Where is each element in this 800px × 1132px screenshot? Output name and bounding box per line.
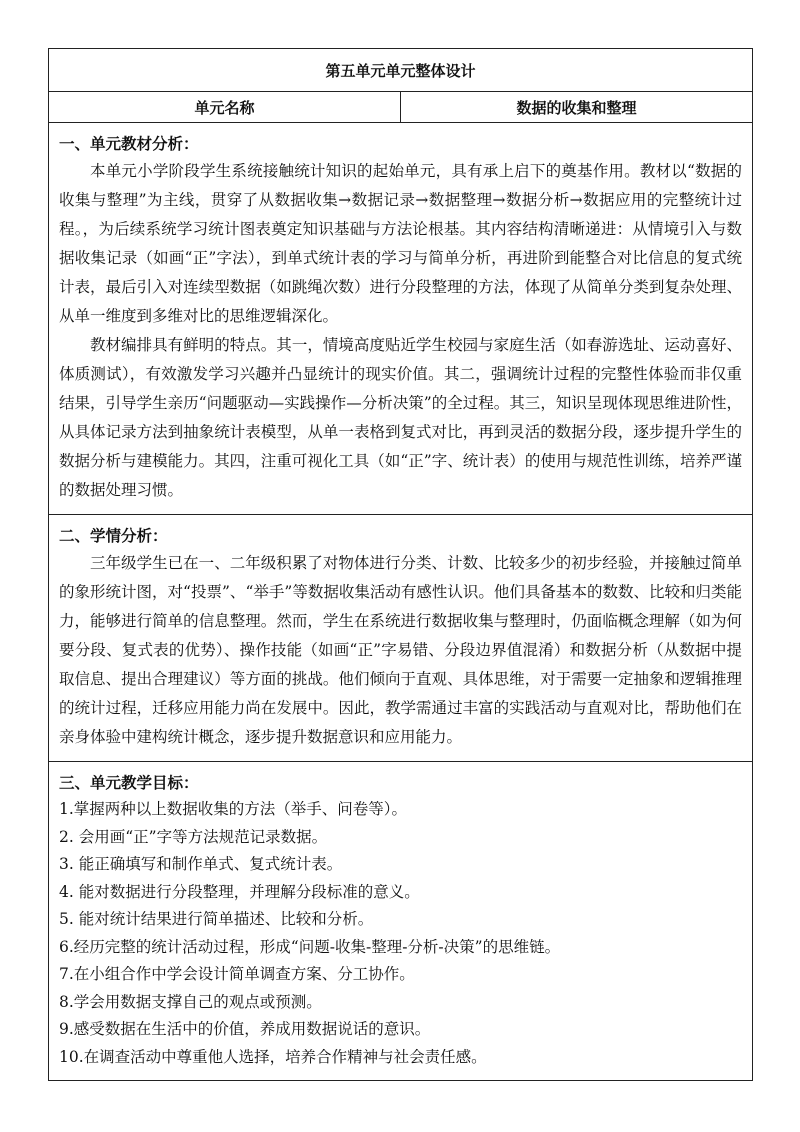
student-analysis-row bbox=[49, 515, 753, 762]
goal-item: 3. 能正确填写和制作单式、复式统计表。 bbox=[59, 855, 343, 873]
unit-name-value: 数据的收集和整理 bbox=[401, 92, 753, 123]
document-title: 第五单元单元整体设计 bbox=[49, 49, 753, 92]
paragraph: 三年级学生已在一、二年级积累了对物体进行分类、计数、比较多少的初步经验，并接触过简单的象形统计图，对“投票”、“举手”等数据收集活动有感性认识。他们具备基本的数数、比较和归类能力，能够进行简单的信息整理。然而，学生在系统进行数据收集与整理时，仍面临概念理解（如为何要分段、复式表的优势）、操作技能（如画“正”字易错、分段边界值混淆）和数据分析（从数据中提取信息、提出合理建议）等方面的挑战。他们倾向于直观、具体思维，对于需要一定抽象和逻辑推理的统计过程，迁移应用能力尚在发展中。因此，教学需通过丰富的实践活动与直观对比，帮助他们在亲身体验中建构统计概念，逐步提升数据意识和应用能力。 bbox=[59, 554, 743, 746]
goal-item: 4. 能对数据进行分段整理，并理解分段标准的意义。 bbox=[59, 882, 420, 901]
goal-item: 1.掌握两种以上数据收集的方法（举手、问卷等）。 bbox=[59, 800, 408, 818]
unit-design-table bbox=[48, 48, 753, 1081]
goal-item: 10.在调查活动中尊重他人选择，培养合作精神与社会责任感。 bbox=[59, 1047, 487, 1066]
goal-item: 7.在小组合作中学会设计简单调查方案、分工协作。 bbox=[59, 965, 415, 983]
textbook-analysis-section bbox=[49, 123, 753, 515]
goal-item: 6.经历完整的统计活动过程，形成“问题-收集-整理-分析-决策”的思维链。 bbox=[59, 937, 561, 956]
document-page bbox=[48, 48, 752, 1081]
goal-item: 9.感受数据在生活中的价值，养成用数据说话的意识。 bbox=[59, 1020, 431, 1038]
section-heading: 二、学情分析： bbox=[59, 526, 168, 545]
title-row bbox=[49, 49, 753, 92]
student-analysis-section bbox=[49, 515, 753, 762]
section-heading: 一、单元教材分析： bbox=[59, 134, 199, 153]
teaching-goals-row bbox=[49, 762, 753, 1081]
paragraph: 教材编排具有鲜明的特点。其一，情境高度贴近学生校园与家庭生活（如春游选址、运动喜好、体质测试），有效激发学习兴趣并凸显统计的现实价值。其二，强调统计过程的完整性体验而非仅重结果，引导学生亲历“问题驱动—实践操作—分析决策”的全过程。其三，知识呈现体现思维进阶性，从具体记录方法到抽象统计表模型，从单一表格到复式对比，再到灵活的数据分段，逐步提升学生的数据分析与建模能力。其四，注重可视化工具（如“正”字、统计表）的使用与规范性训练，培养严谨的数据处理习惯。 bbox=[59, 336, 743, 499]
goal-item: 8.学会用数据支撑自己的观点或预测。 bbox=[59, 992, 322, 1011]
teaching-goals-section bbox=[49, 762, 753, 1081]
section-heading: 三、单元教学目标： bbox=[59, 773, 199, 792]
goal-item: 2. 会用画“正”字等方法规范记录数据。 bbox=[59, 827, 328, 846]
unit-name-label: 单元名称 bbox=[49, 92, 401, 123]
goal-item: 5. 能对统计结果进行简单描述、比较和分析。 bbox=[59, 910, 374, 928]
unit-name-row bbox=[49, 92, 753, 123]
textbook-analysis-row bbox=[49, 123, 753, 515]
paragraph: 本单元小学阶段学生系统接触统计知识的起始单元，具有承上启下的奠基作用。教材以“数据的收集与整理”为主线，贯穿了从数据收集→数据记录→数据整理→数据分析→数据应用的完整统计过程。，为后续系统学习统计图表奠定知识基础与方法论根基。其内容结构清晰递进：从情境引入与数据收集记录（如画“正”字法），到单式统计表的学习与简单分析，再进阶到能整合对比信息的复式统计表，最后引入对连续型数据（如跳绳次数）进行分段整理的方法，体现了从简单分类到复杂处理、从单一维度到多维对比的思维逻辑深化。 bbox=[59, 162, 743, 325]
